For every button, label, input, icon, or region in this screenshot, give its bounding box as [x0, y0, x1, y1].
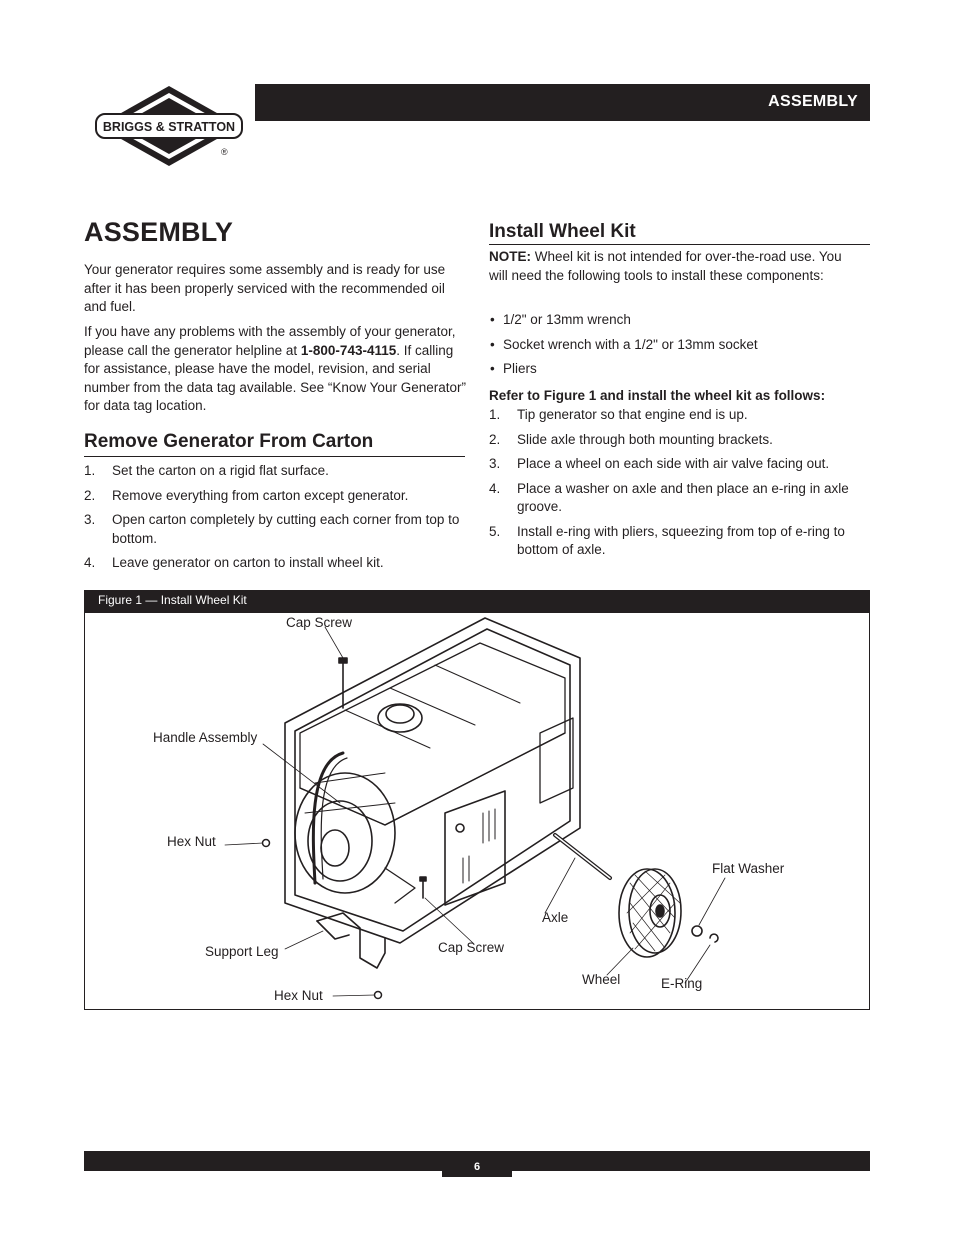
carton-steps: [84, 462, 466, 579]
list-item: 3. Place a wheel on each side with air valve facing out.: [489, 456, 830, 471]
svg-text:®: ®: [221, 147, 228, 157]
list-item: 4. Leave generator on carton to install wheel kit.: [84, 555, 384, 570]
figure-wheel-kit: [84, 612, 870, 1010]
list-item: 1. Tip generator so that engine end is up.: [489, 407, 748, 422]
list-item: • Socket wrench with a 1/2" or 13mm socket: [489, 336, 863, 355]
briggs-stratton-logo: [94, 84, 244, 170]
list-item: 2. Slide axle through both mounting brackets.: [489, 431, 773, 447]
header-section-title: ASSEMBLY: [768, 93, 858, 110]
list-item: 1. Set the carton on a rigid flat surface.: [84, 463, 329, 478]
intro-paragraph: Your generator requires some assembly and is ready for use after it has been properly serviced with the recommended oil and fuel.: [84, 262, 446, 314]
figure-caption: Figure 1 — Install Wheel Kit: [98, 593, 247, 607]
helpline-paragraph: [84, 323, 466, 416]
wheel-kit-title: Install Wheel Kit: [489, 221, 636, 242]
page-title: ASSEMBLY: [84, 217, 234, 247]
figure-caption-bar: [84, 590, 870, 612]
helpline-text-after: . If calling for assistance, please have the model, revision, and serial number from the data tag available. See “Know Your Generator” for data tag location.: [84, 342, 466, 413]
label-axle: Axle: [542, 910, 569, 925]
note-text: Wheel kit is not intended for over-the-road use. You will need the following tools to install these components:: [489, 249, 842, 283]
label-flat-washer: Flat Washer: [712, 861, 785, 876]
label-hex-nut-bottom: Hex Nut: [274, 988, 323, 1003]
list-item: • Pliers: [489, 360, 863, 379]
helpline-text-before: If you have any problems with the assembly of your generator, please call the generator helpline at: [84, 324, 456, 358]
list-item: 2. Remove everything from carton except generator.: [84, 487, 409, 503]
steps-intro: Refer to Figure 1 and install the wheel kit as follows:: [489, 388, 826, 403]
list-item: 4. Place a washer on axle and then place an e-ring in axle groove.: [489, 480, 849, 514]
label-wheel: Wheel: [582, 972, 621, 987]
list-item: • 1/2" or 13mm wrench: [489, 311, 863, 330]
label-e-ring: E-Ring: [661, 976, 703, 991]
label-handle-assembly: Handle Assembly: [153, 730, 258, 745]
header-bar: [255, 84, 870, 121]
page-number: 6: [442, 1151, 512, 1177]
label-cap-screw-top: Cap Screw: [286, 615, 353, 630]
wheel-kit-title-rule: [489, 244, 870, 245]
label-support-leg: Support Leg: [205, 944, 279, 959]
note-paragraph: [489, 248, 863, 285]
note-label: NOTE:: [489, 249, 531, 264]
carton-section-title: Remove Generator From Carton: [84, 431, 374, 452]
list-item: 5. Install e-ring with pliers, squeezing from top of e-ring to bottom of axle.: [489, 523, 845, 557]
helpline-phone: 1-800-743-4115: [300, 342, 397, 358]
label-hex-nut-left: Hex Nut: [167, 834, 216, 849]
carton-title-rule: [84, 456, 465, 457]
label-cap-screw-bottom: Cap Screw: [438, 940, 505, 955]
tools-list: [489, 311, 863, 385]
svg-text:BRIGGS & STRATTON: BRIGGS & STRATTON: [102, 120, 236, 134]
list-item: 3. Open carton completely by cutting each corner from top to bottom.: [84, 512, 460, 546]
wheel-kit-steps: [489, 406, 863, 566]
